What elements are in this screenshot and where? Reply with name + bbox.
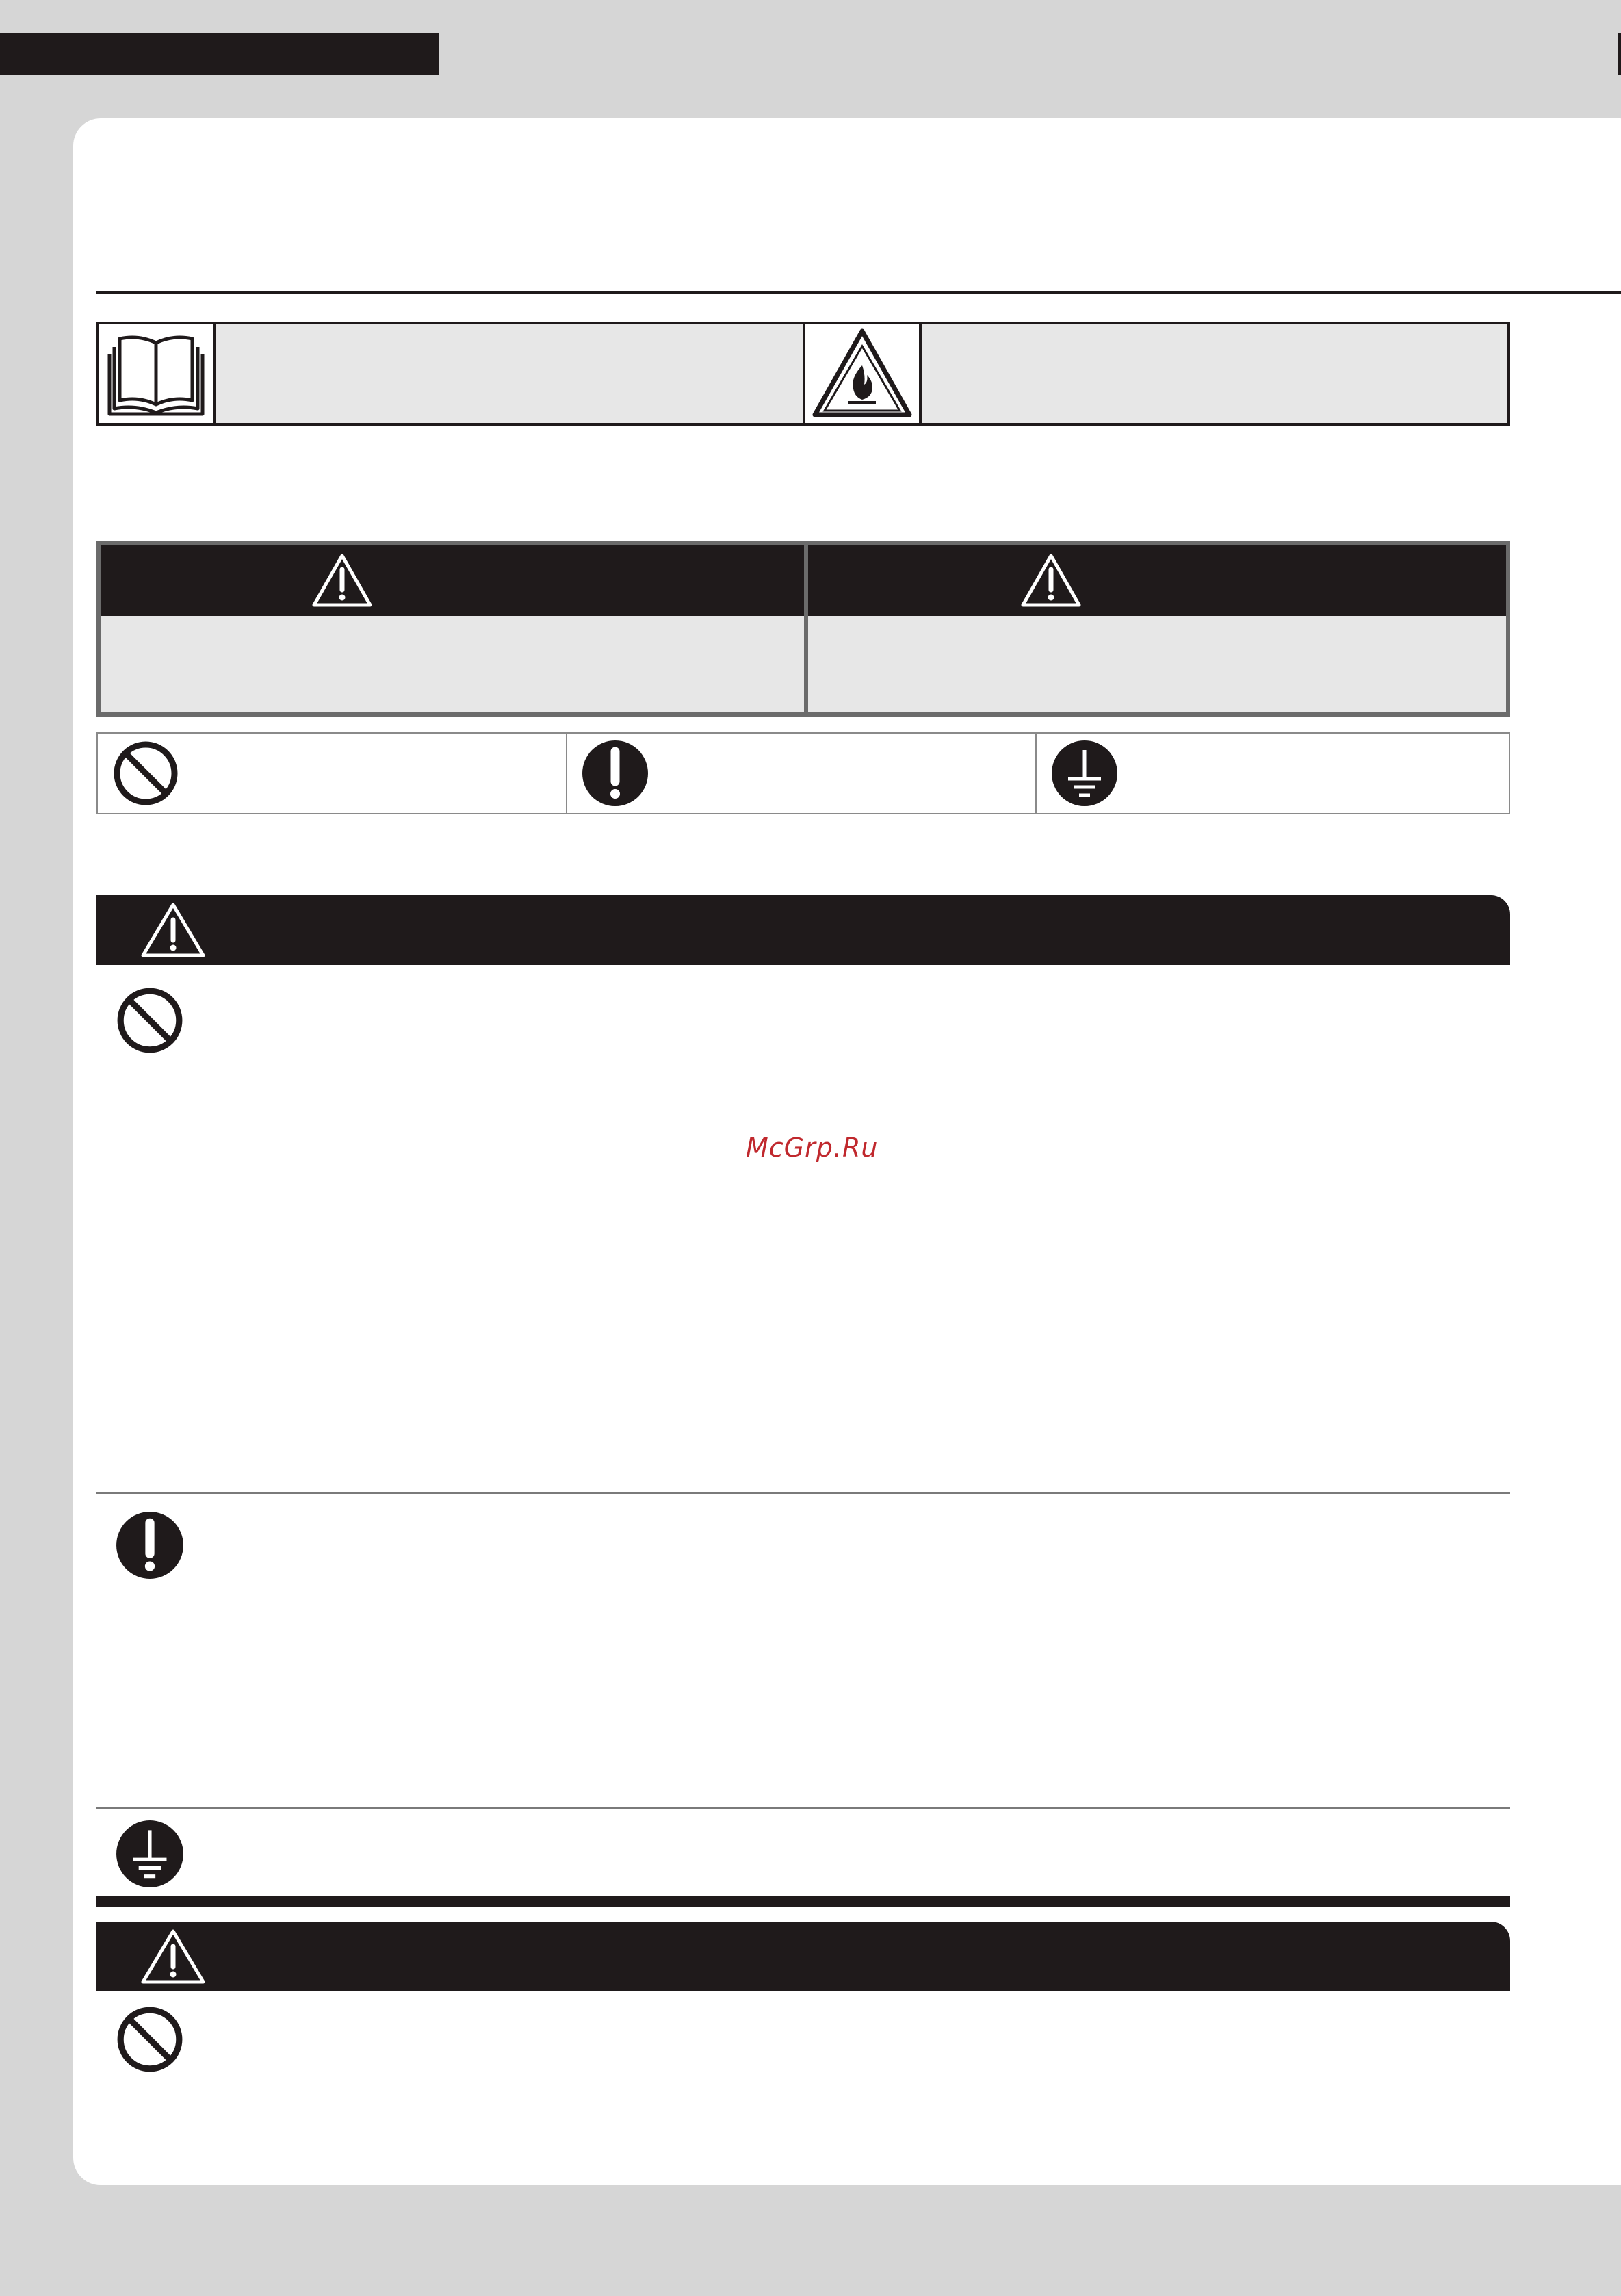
legend-ground xyxy=(1037,734,1509,813)
warning-triangle-icon xyxy=(1020,552,1082,609)
open-book-icon xyxy=(105,329,207,418)
mandatory-exclamation-icon xyxy=(581,739,649,808)
caution-section-header xyxy=(96,1922,1510,1991)
mandatory-exclamation-icon xyxy=(115,1510,185,1580)
section-separator xyxy=(96,1492,1510,1494)
ground-earth-icon xyxy=(1050,739,1119,808)
warning-section-header xyxy=(96,895,1510,965)
section-separator xyxy=(96,1807,1510,1809)
manual-symbol-box xyxy=(96,322,805,426)
watermark-text: McGrp.Ru xyxy=(746,1133,879,1163)
header-bar xyxy=(0,33,439,75)
title-rule xyxy=(96,291,1621,294)
edge-marker xyxy=(1618,33,1621,75)
flammable-icon-cell xyxy=(805,324,922,423)
warning-triangle-icon xyxy=(140,1927,206,1986)
legend-mandatory xyxy=(567,734,1037,813)
flammable-symbol-box xyxy=(803,322,1510,426)
prohibited-icon xyxy=(112,739,180,808)
symbol-legend xyxy=(96,732,1510,814)
prohibited-icon xyxy=(115,985,185,1055)
warning-triangle-icon xyxy=(140,901,206,959)
legend-prohibited xyxy=(98,734,567,813)
prohibited-icon xyxy=(115,2004,185,2074)
flammable-warning-icon xyxy=(811,326,913,422)
ground-earth-icon xyxy=(115,1819,185,1889)
section-end-bar xyxy=(96,1896,1510,1907)
warning-level-column xyxy=(101,545,804,712)
hazard-level-table xyxy=(96,541,1510,717)
warning-triangle-icon xyxy=(311,552,373,609)
warning-level-header xyxy=(101,545,804,616)
manual-icon-cell xyxy=(99,324,216,423)
caution-level-header xyxy=(808,545,1506,616)
caution-level-column xyxy=(808,545,1506,712)
